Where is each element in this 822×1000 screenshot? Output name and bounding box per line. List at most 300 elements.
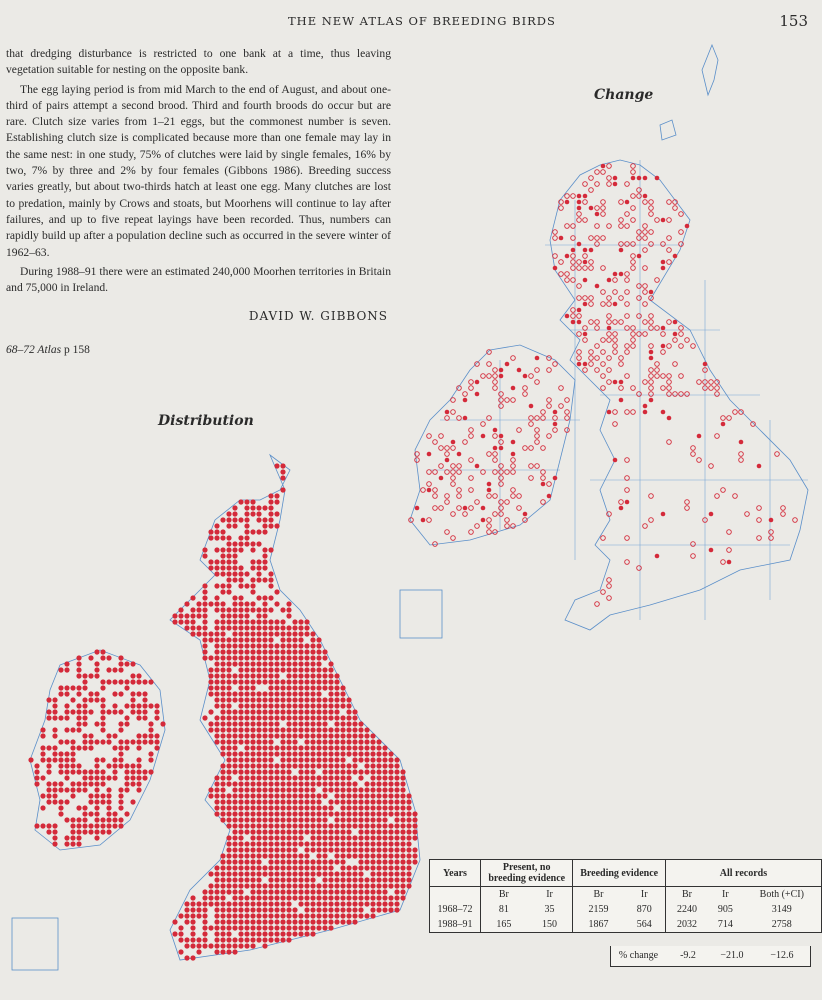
change-dot — [577, 314, 582, 319]
change-dot — [511, 470, 516, 475]
distribution-dot — [376, 853, 381, 858]
distribution-dot — [274, 499, 279, 504]
distribution-dot — [250, 847, 255, 852]
distribution-dot — [130, 679, 135, 684]
distribution-dot — [262, 763, 267, 768]
distribution-dot — [232, 757, 237, 762]
change-dot — [667, 200, 672, 205]
change-dot — [553, 416, 558, 421]
distribution-dot — [286, 781, 291, 786]
distribution-dot — [334, 733, 339, 738]
distribution-dot — [250, 787, 255, 792]
distribution-dot — [358, 805, 363, 810]
distribution-dot — [262, 661, 267, 666]
distribution-dot — [370, 865, 375, 870]
distribution-dot — [268, 931, 273, 936]
distribution-dot — [280, 907, 285, 912]
distribution-dot — [298, 625, 303, 630]
distribution-dot — [382, 775, 387, 780]
distribution-dot — [340, 805, 345, 810]
distribution-dot — [322, 763, 327, 768]
distribution-dot — [376, 871, 381, 876]
change-dot — [559, 206, 564, 211]
change-dot — [457, 506, 462, 511]
distribution-dot — [58, 751, 63, 756]
change-dot — [589, 350, 594, 355]
distribution-dot — [322, 841, 327, 846]
distribution-dot — [286, 601, 291, 606]
distribution-dot — [334, 679, 339, 684]
distribution-dot — [358, 877, 363, 882]
distribution-dot — [214, 583, 219, 588]
distribution-dot — [274, 511, 279, 516]
distribution-dot — [352, 817, 357, 822]
distribution-dot — [298, 799, 303, 804]
distribution-dot — [340, 751, 345, 756]
distribution-dot — [250, 853, 255, 858]
distribution-dot — [94, 697, 99, 702]
distribution-dot — [304, 619, 309, 624]
distribution-dot — [346, 799, 351, 804]
distribution-dot — [100, 775, 105, 780]
change-dot — [457, 488, 462, 493]
distribution-dot — [328, 661, 333, 666]
distribution-dot — [238, 871, 243, 876]
distribution-dot — [34, 763, 39, 768]
change-dot — [751, 422, 756, 427]
distribution-dot — [310, 811, 315, 816]
distribution-dot — [88, 709, 93, 714]
change-dot — [589, 356, 594, 361]
distribution-dot — [358, 817, 363, 822]
distribution-dot — [220, 883, 225, 888]
distribution-dot — [214, 811, 219, 816]
change-dot — [655, 374, 660, 379]
distribution-dot — [316, 763, 321, 768]
change-dot — [505, 524, 510, 529]
distribution-dot — [226, 865, 231, 870]
change-dot — [493, 452, 498, 457]
distribution-dot — [88, 829, 93, 834]
distribution-dot — [208, 559, 213, 564]
change-dot — [631, 338, 636, 343]
distribution-dot — [310, 877, 315, 882]
distribution-dot — [316, 697, 321, 702]
distribution-dot — [286, 919, 291, 924]
distribution-dot — [250, 673, 255, 678]
distribution-dot — [286, 631, 291, 636]
distribution-dot — [214, 727, 219, 732]
change-dot — [625, 242, 630, 247]
distribution-dot — [238, 847, 243, 852]
distribution-dot — [64, 691, 69, 696]
change-dot — [517, 494, 522, 499]
distribution-dot — [250, 727, 255, 732]
change-dot — [715, 386, 720, 391]
distribution-dot — [70, 727, 75, 732]
distribution-dot — [82, 781, 87, 786]
distribution-dot — [280, 487, 285, 492]
distribution-dot — [364, 745, 369, 750]
distribution-dot — [232, 865, 237, 870]
distribution-dot — [208, 565, 213, 570]
distribution-dot — [286, 913, 291, 918]
distribution-dot — [202, 619, 207, 624]
distribution-dot — [232, 709, 237, 714]
distribution-dot — [346, 715, 351, 720]
change-dot — [583, 182, 588, 187]
distribution-dot — [118, 721, 123, 726]
change-dot — [679, 374, 684, 379]
distribution-dot — [376, 889, 381, 894]
change-dot — [583, 296, 588, 301]
distribution-dot — [232, 541, 237, 546]
distribution-dot — [304, 685, 309, 690]
distribution-dot — [394, 823, 399, 828]
distribution-dot — [358, 883, 363, 888]
distribution-dot — [286, 667, 291, 672]
distribution-dot — [214, 661, 219, 666]
distribution-dot — [304, 709, 309, 714]
change-dot — [631, 218, 636, 223]
distribution-dot — [292, 733, 297, 738]
distribution-dot — [190, 595, 195, 600]
change-dot — [571, 248, 576, 253]
distribution-dot — [286, 835, 291, 840]
distribution-dot — [262, 739, 267, 744]
change-dot — [655, 362, 660, 367]
distribution-dot — [382, 877, 387, 882]
distribution-dot — [226, 691, 231, 696]
distribution-dot — [316, 895, 321, 900]
distribution-dot — [280, 775, 285, 780]
distribution-dot — [316, 757, 321, 762]
change-dot — [565, 224, 570, 229]
distribution-dot — [76, 721, 81, 726]
change-dot — [631, 344, 636, 349]
distribution-dot — [226, 859, 231, 864]
distribution-dot — [256, 727, 261, 732]
distribution-dot — [292, 637, 297, 642]
change-dot — [445, 470, 450, 475]
change-dot — [481, 434, 486, 439]
distribution-dot — [316, 907, 321, 912]
change-dot — [667, 248, 672, 253]
distribution-dot — [406, 877, 411, 882]
distribution-dot — [286, 655, 291, 660]
distribution-dot — [382, 811, 387, 816]
distribution-dot — [298, 745, 303, 750]
distribution-dot — [202, 649, 207, 654]
distribution-dot — [250, 643, 255, 648]
distribution-dot — [250, 913, 255, 918]
distribution-dot — [256, 733, 261, 738]
change-dot — [595, 368, 600, 373]
distribution-dot — [400, 865, 405, 870]
change-dot — [505, 362, 510, 367]
cell: 905 — [717, 904, 733, 915]
change-dot — [739, 410, 744, 415]
distribution-dot — [310, 829, 315, 834]
distribution-dot — [238, 643, 243, 648]
distribution-dot — [340, 757, 345, 762]
distribution-dot — [76, 727, 81, 732]
distribution-dot — [220, 775, 225, 780]
distribution-dot — [310, 787, 315, 792]
distribution-dot — [304, 793, 309, 798]
change-dot — [625, 200, 630, 205]
distribution-dot — [292, 751, 297, 756]
distribution-dot — [52, 829, 57, 834]
distribution-dot — [334, 793, 339, 798]
distribution-dot — [334, 877, 339, 882]
distribution-dot — [310, 637, 315, 642]
distribution-dot — [232, 841, 237, 846]
distribution-dot — [274, 679, 279, 684]
distribution-dot — [118, 751, 123, 756]
distribution-dot — [382, 859, 387, 864]
distribution-dot — [382, 907, 387, 912]
distribution-dot — [346, 745, 351, 750]
distribution-dot — [46, 745, 51, 750]
distribution-dot — [292, 775, 297, 780]
change-dot — [613, 380, 618, 385]
distribution-dot — [256, 913, 261, 918]
distribution-dot — [208, 709, 213, 714]
change-dot — [673, 362, 678, 367]
change-dot — [535, 416, 540, 421]
distribution-dot — [316, 661, 321, 666]
distribution-dot — [244, 781, 249, 786]
distribution-dot — [262, 631, 267, 636]
distribution-dot — [310, 793, 315, 798]
distribution-dot — [226, 901, 231, 906]
distribution-dot — [286, 643, 291, 648]
change-dot — [457, 470, 462, 475]
distribution-dot — [358, 823, 363, 828]
distribution-dot — [316, 691, 321, 696]
distribution-dot — [286, 847, 291, 852]
change-dot — [457, 416, 462, 421]
distribution-dot — [310, 799, 315, 804]
distribution-dot — [118, 799, 123, 804]
change-dot — [535, 380, 540, 385]
distribution-dot — [340, 739, 345, 744]
distribution-dot — [244, 907, 249, 912]
distribution-dot — [136, 679, 141, 684]
distribution-dot — [292, 679, 297, 684]
distribution-dot — [298, 727, 303, 732]
distribution-dot — [292, 661, 297, 666]
distribution-dot — [250, 841, 255, 846]
distribution-dot — [64, 787, 69, 792]
distribution-dot — [352, 715, 357, 720]
distribution-dot — [208, 685, 213, 690]
distribution-dot — [112, 811, 117, 816]
distribution-dot — [412, 859, 417, 864]
distribution-dot — [280, 733, 285, 738]
change-dot — [679, 344, 684, 349]
distribution-dot — [316, 829, 321, 834]
distribution-dot — [220, 685, 225, 690]
change-dot — [625, 488, 630, 493]
distribution-dot — [334, 775, 339, 780]
change-dot — [565, 272, 570, 277]
change-dot — [661, 266, 666, 271]
distribution-dot — [238, 625, 243, 630]
th-present: Present, no breeding evidence — [481, 860, 573, 887]
distribution-dot — [94, 649, 99, 654]
change-dot — [619, 356, 624, 361]
distribution-dot — [52, 697, 57, 702]
distribution-dot — [394, 877, 399, 882]
distribution-dot — [280, 853, 285, 858]
distribution-dot — [238, 817, 243, 822]
distribution-dot — [262, 727, 267, 732]
distribution-dot — [298, 715, 303, 720]
distribution-dot — [46, 823, 51, 828]
distribution-dot — [232, 907, 237, 912]
distribution-dot — [238, 877, 243, 882]
distribution-dot — [394, 907, 399, 912]
distribution-dot — [388, 775, 393, 780]
change-dot — [613, 344, 618, 349]
change-dot — [469, 488, 474, 493]
change-dot — [619, 242, 624, 247]
distribution-dot — [220, 607, 225, 612]
distribution-dot — [196, 913, 201, 918]
distribution-dot — [112, 817, 117, 822]
distribution-dot — [340, 877, 345, 882]
distribution-dot — [232, 799, 237, 804]
distribution-dot — [220, 805, 225, 810]
distribution-dot — [112, 691, 117, 696]
change-dot — [571, 320, 576, 325]
distribution-dot — [358, 859, 363, 864]
distribution-dot — [232, 733, 237, 738]
distribution-dot — [400, 817, 405, 822]
distribution-dot — [232, 649, 237, 654]
distribution-dot — [34, 781, 39, 786]
distribution-dot — [256, 757, 261, 762]
distribution-dot — [214, 895, 219, 900]
distribution-dot — [64, 661, 69, 666]
distribution-dot — [322, 811, 327, 816]
distribution-dot — [106, 739, 111, 744]
change-dot — [541, 410, 546, 415]
distribution-dot — [340, 859, 345, 864]
distribution-dot — [220, 637, 225, 642]
distribution-dot — [340, 883, 345, 888]
distribution-dot — [256, 613, 261, 618]
distribution-dot — [232, 607, 237, 612]
distribution-dot — [280, 799, 285, 804]
distribution-dot — [280, 649, 285, 654]
distribution-dot — [400, 871, 405, 876]
distribution-dot — [82, 679, 87, 684]
change-dot — [643, 176, 648, 181]
distribution-dot — [298, 919, 303, 924]
distribution-dot — [400, 847, 405, 852]
distribution-dot — [298, 637, 303, 642]
distribution-dot — [316, 853, 321, 858]
distribution-dot — [226, 745, 231, 750]
distribution-dot — [58, 787, 63, 792]
distribution-dot — [220, 877, 225, 882]
distribution-dot — [352, 709, 357, 714]
distribution-dot — [346, 823, 351, 828]
distribution-dot — [256, 871, 261, 876]
change-dot — [517, 368, 522, 373]
distribution-dot — [406, 811, 411, 816]
distribution-dot — [394, 829, 399, 834]
distribution-dot — [76, 685, 81, 690]
distribution-dot — [226, 871, 231, 876]
distribution-dot — [58, 811, 63, 816]
distribution-dot — [94, 673, 99, 678]
distribution-dot — [316, 925, 321, 930]
distribution-dot — [220, 517, 225, 522]
change-dot — [469, 428, 474, 433]
distribution-dot — [226, 847, 231, 852]
distribution-dot — [250, 793, 255, 798]
distribution-dot — [226, 637, 231, 642]
change-dot — [649, 494, 654, 499]
change-dot — [745, 512, 750, 517]
distribution-dot — [250, 697, 255, 702]
change-dot — [541, 476, 546, 481]
distribution-dot — [322, 745, 327, 750]
change-dot — [637, 236, 642, 241]
distribution-dot — [226, 727, 231, 732]
distribution-dot — [232, 817, 237, 822]
distribution-dot — [148, 769, 153, 774]
distribution-dot — [124, 745, 129, 750]
distribution-dot — [250, 577, 255, 582]
distribution-dot — [298, 811, 303, 816]
distribution-dot — [94, 757, 99, 762]
distribution-dot — [352, 787, 357, 792]
distribution-dot — [286, 871, 291, 876]
change-dot — [577, 350, 582, 355]
distribution-dot — [382, 847, 387, 852]
change-dot — [607, 296, 612, 301]
distribution-dot — [268, 853, 273, 858]
distribution-dot — [286, 739, 291, 744]
change-dot — [631, 386, 636, 391]
change-dot — [673, 332, 678, 337]
distribution-dot — [346, 703, 351, 708]
distribution-dot — [220, 919, 225, 924]
distribution-dot — [268, 685, 273, 690]
distribution-dot — [340, 727, 345, 732]
change-dot — [493, 380, 498, 385]
distribution-dot — [220, 559, 225, 564]
distribution-dot — [370, 913, 375, 918]
distribution-dot — [394, 811, 399, 816]
change-dot — [667, 392, 672, 397]
distribution-dot — [262, 547, 267, 552]
distribution-dot — [376, 841, 381, 846]
distribution-dot — [232, 751, 237, 756]
change-dot — [547, 368, 552, 373]
distribution-dot — [136, 787, 141, 792]
distribution-dot — [388, 865, 393, 870]
distribution-dot — [196, 601, 201, 606]
change-dot — [661, 260, 666, 265]
change-dot — [577, 200, 582, 205]
change-dot — [577, 242, 582, 247]
